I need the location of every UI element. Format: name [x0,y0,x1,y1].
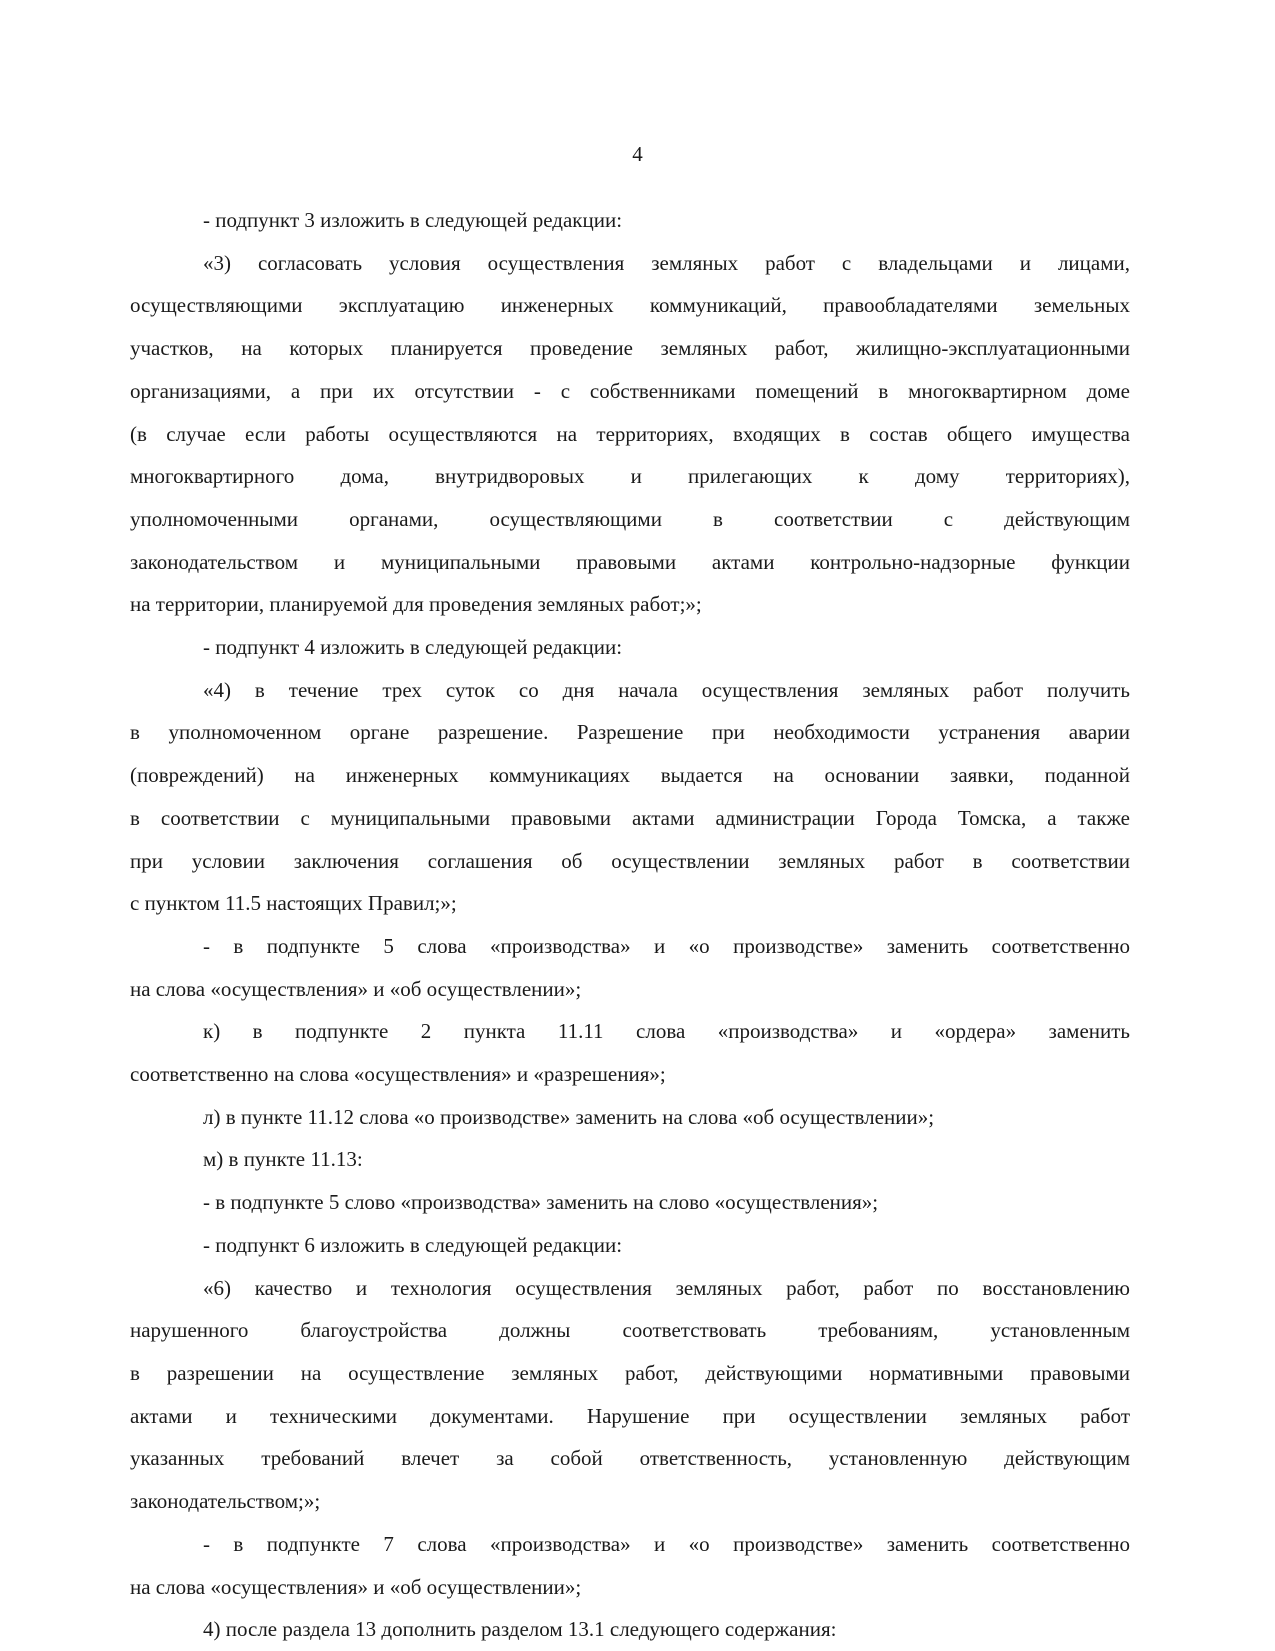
text-line: на слова «осуществления» и «об осуществлении»; [130,1574,582,1599]
text-line: нарушенного благоустройства должны соответствовать требованиям, установленным [130,1318,1130,1343]
text-line: - подпункт 4 изложить в следующей редакции: [203,635,623,660]
text-line: 4) после раздела 13 дополнить разделом 13.1 следующего содержания: [203,1617,837,1642]
text-line: уполномоченными органами, осуществляющими в соответствии с действующим [130,506,1130,531]
text-line: соответственно на слова «осуществления» и «разрешения»; [130,1062,666,1087]
document-body [130,199,1130,1651]
text-line: «3) согласовать условия осуществления земляных работ с владельцами и лицами, [203,250,1130,275]
text-line: осуществляющими эксплуатацию инженерных коммуникаций, правообладателями земельных [130,293,1130,318]
text-line: л) в пункте 11.12 слова «о производстве» заменить на слова «об осуществлении»; [203,1104,935,1129]
text-line: - в подпункте 7 слова «производства» и «о производстве» заменить соответственно [203,1531,1130,1556]
text-line: с пунктом 11.5 настоящих Правил;»; [130,891,457,916]
text-line: (повреждений) на инженерных коммуникациях выдается на основании заявки, поданной [130,763,1130,788]
text-line: - в подпункте 5 слова «производства» и «о производстве» заменить соответственно [203,933,1130,958]
text-line: - в подпункте 5 слово «производства» заменить на слово «осуществления»; [203,1190,879,1215]
text-line: законодательством;»; [130,1489,321,1514]
text-line: (в случае если работы осуществляются на территориях, входящих в состав общего имущества [130,421,1130,446]
text-line: законодательством и муниципальными правовыми актами контрольно-надзорные функции [130,549,1130,574]
text-line: «6) качество и технология осуществления земляных работ, работ по восстановлению [203,1275,1130,1300]
text-line: на слова «осуществления» и «об осуществлении»; [130,976,582,1001]
text-line: м) в пункте 11.13: [203,1147,363,1172]
page-number: 4 [632,142,643,166]
text-line: организациями, а при их отсутствии - с собственниками помещений в многоквартирном доме [130,378,1130,403]
text-line: актами и техническими документами. Нарушение при осуществлении земляных работ [130,1403,1130,1428]
text-line: при условии заключения соглашения об осуществлении земляных работ в соответствии [130,848,1130,873]
text-line: в разрешении на осуществление земляных работ, действующими нормативными правовыми [130,1360,1130,1385]
text-line: - подпункт 3 изложить в следующей редакции: [203,208,623,232]
text-line: в соответствии с муниципальными правовыми актами администрации Города Томска, а также [130,805,1130,830]
text-line: указанных требований влечет за собой ответственность, установленную действующим [130,1446,1130,1471]
text-line: - подпункт 6 изложить в следующей редакции: [203,1232,623,1257]
text-line: к) в подпункте 2 пункта 11.11 слова «производства» и «ордера» заменить [203,1019,1130,1044]
text-line: в уполномоченном органе разрешение. Разрешение при необходимости устранения аварии [130,720,1130,745]
text-line: «4) в течение трех суток со дня начала осуществления земляных работ получить [203,677,1130,702]
text-line: участков, на которых планируется проведение земляных работ, жилищно-эксплуатационными [130,336,1130,361]
text-line: многоквартирного дома, внутридворовых и прилегающих к дому территориях), [130,464,1130,489]
text-line: на территории, планируемой для проведения земляных работ;»; [130,592,702,617]
